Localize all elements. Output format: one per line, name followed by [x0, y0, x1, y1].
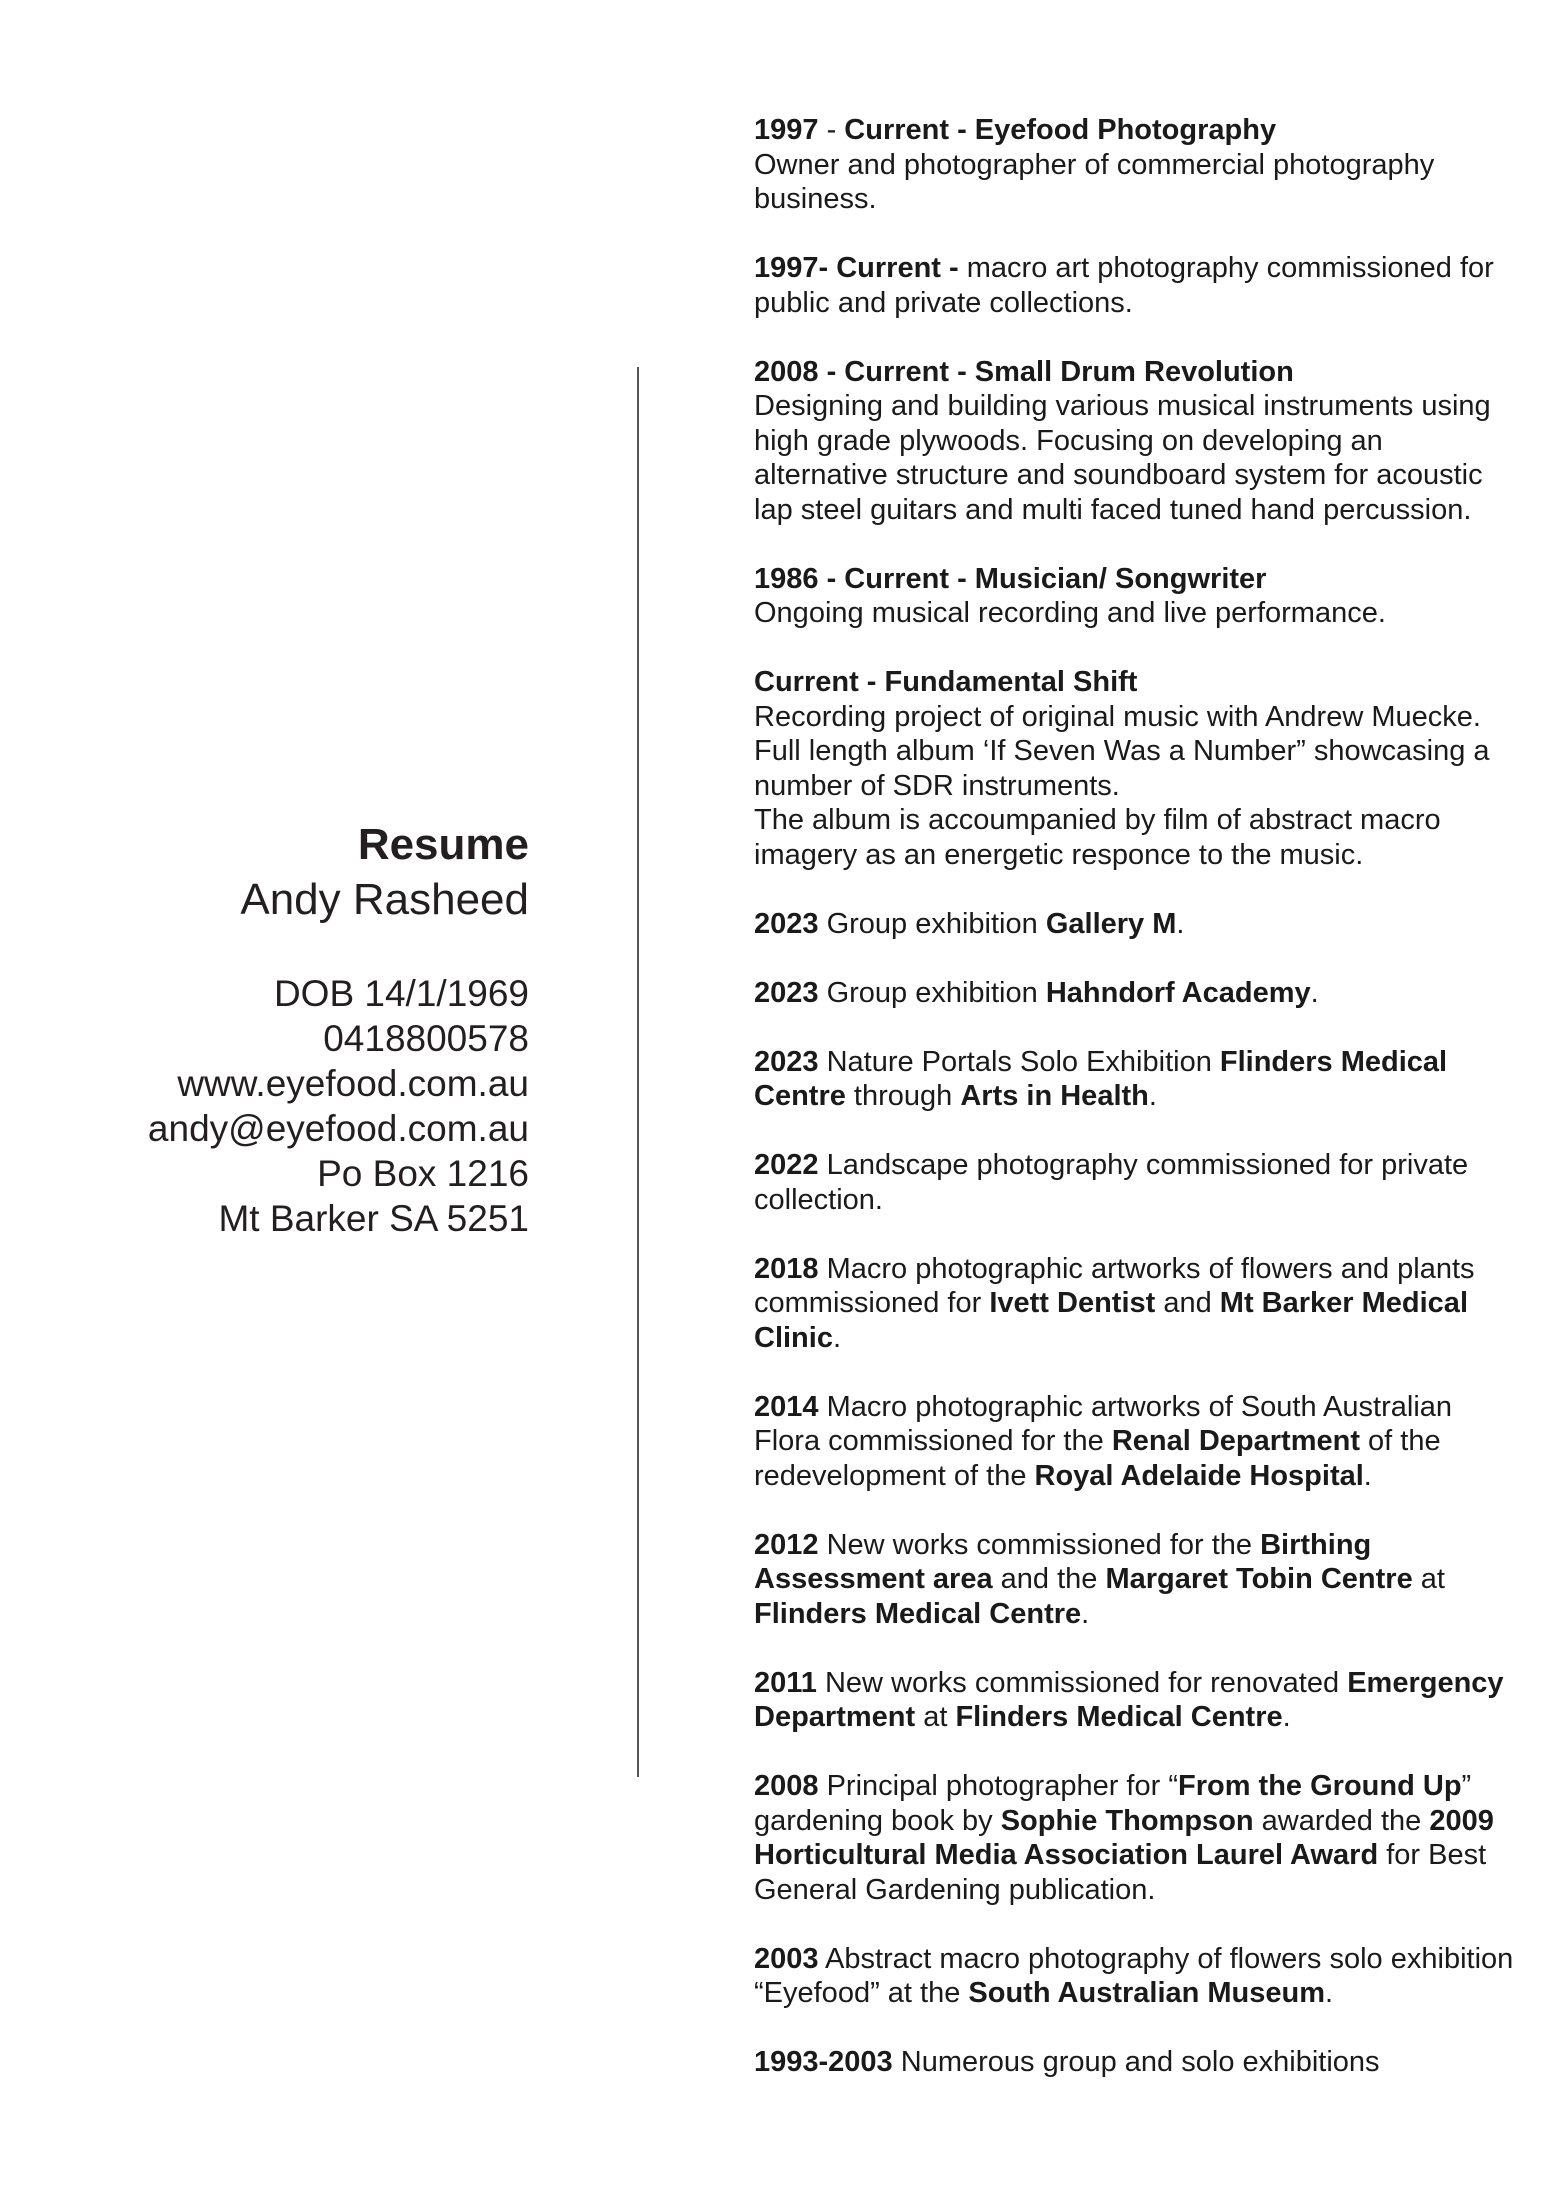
entry-bold-text: South Australian Museum [968, 1977, 1326, 2009]
entry-bold-text: 2023 [754, 976, 819, 1009]
entry-text: Owner and photographer of commercial photography business. [754, 148, 1435, 215]
contact-block [9, 971, 529, 1241]
experience-entry [754, 562, 1524, 631]
entry-text: for Best General Gardening publication. [754, 1839, 1487, 1906]
entry-bold-text: 2018 [754, 1252, 819, 1285]
entry-bold-text: 2008 [754, 1770, 819, 1802]
entry-text: awarded the [1253, 1804, 1430, 1837]
entry-bold-text: - [940, 252, 967, 284]
entry-bold-text: 2011 [754, 1666, 817, 1699]
experience-entry [754, 1942, 1524, 2011]
entry-bold-text: Current - Fundamental Shift [754, 666, 1138, 698]
entry-text: Numerous group and solo exhibitions [892, 2046, 1380, 2078]
experience-entry [754, 251, 1524, 320]
entry-bold-text: 2022 [754, 1149, 819, 1181]
experience-entry [754, 1769, 1524, 1907]
entry-text: ” gardening book by [754, 1770, 1472, 1837]
entry-text: through [845, 1080, 961, 1112]
dob-text: DOB 14/1/1969 [273, 973, 529, 1014]
entry-text: The album is accoumpanied by film of abstract macro imagery as an energetic responce to the music. [754, 804, 1441, 871]
entry-bold-text: Renal Department [1111, 1425, 1360, 1457]
entry-bold-text: Margaret Tobin Centre [1105, 1563, 1413, 1595]
entry-text: at [915, 1701, 956, 1733]
entry-text: Ongoing musical recording and live performance. [754, 597, 1386, 629]
experience-entry [754, 1528, 1524, 1632]
experience-entry [754, 665, 1524, 872]
entry-text: and [1155, 1287, 1220, 1319]
entry-bold-text: 2009 Horticultural Media Association Laurel Award [754, 1804, 1494, 1871]
entry-text: Designing and building various musical instruments using high grade plywoods. Focusing on developing an alternative structure and soundboard system for acoustic lap steel guitars and multi faced tuned hand percussion. [754, 390, 1491, 526]
entry-bold-text: 2003 [754, 1942, 819, 1975]
entry-bold-text: 2014 [754, 1390, 819, 1423]
entry-text: . [1148, 1080, 1157, 1112]
entry-text: at [1412, 1563, 1445, 1595]
entry-bold-text: Flinders Medical Centre [955, 1701, 1283, 1733]
experience-entry [754, 1148, 1524, 1217]
entry-bold-text: Emergency Department [754, 1666, 1504, 1733]
entry-bold-text: Sophie Thompson [1000, 1804, 1254, 1837]
entry-bold-text: Hahndorf Academy [1045, 976, 1311, 1009]
entry-bold-text: Flinders Medical Centre [754, 1045, 1448, 1112]
entry-text: . [1282, 1701, 1291, 1733]
entry-text: Nature Portals Solo Exhibition [818, 1045, 1220, 1078]
entry-text: . [1081, 1597, 1090, 1630]
entry-bold-text: Arts in Health [960, 1080, 1149, 1112]
page-title: Resume [357, 820, 529, 869]
experience-entry [754, 1045, 1524, 1114]
entry-text: and the [992, 1563, 1106, 1595]
entry-bold-text: 2008 - Current - Small Drum Revolution [754, 355, 1294, 388]
entry-text: Abstract macro photography of flowers solo exhibition “Eyefood” at the [754, 1942, 1514, 2009]
entry-bold-text: Royal Adelaide Hospital [1034, 1459, 1364, 1492]
entry-text: Principal photographer for “ [818, 1770, 1178, 1802]
experience-entry [754, 2045, 1524, 2080]
entry-bold-text: Gallery M [1045, 907, 1177, 940]
entry-text: New works commissioned for the [818, 1528, 1261, 1561]
entry-bold-text: Mt Barker Medical Clinic [754, 1287, 1468, 1354]
entry-text: Macro photographic artworks of South Australian Flora commissioned for the [754, 1390, 1453, 1457]
experience-entry [754, 355, 1524, 528]
experience-entry [754, 1666, 1524, 1735]
location-text: Mt Barker SA 5251 [218, 1198, 529, 1239]
entry-text: of the redevelopment of the [754, 1425, 1441, 1492]
entry-text: . [1176, 907, 1185, 940]
website-link[interactable]: www.eyefood.com.au [177, 1063, 529, 1104]
entry-text: Landscape photography commissioned for private collection. [754, 1149, 1469, 1216]
po-box-text: Po Box 1216 [317, 1153, 529, 1194]
vertical-divider [637, 367, 639, 1777]
experience-entry [754, 1252, 1524, 1356]
entry-bold-text: From the Ground Up [1178, 1770, 1462, 1802]
email-link[interactable]: andy@eyefood.com.au [147, 1108, 529, 1149]
entry-bold-text: Flinders Medical Centre [754, 1597, 1082, 1630]
entry-text: Group exhibition [818, 976, 1046, 1009]
entry-bold-text: Ivett Dentist [989, 1287, 1156, 1319]
entry-text: . [832, 1321, 842, 1354]
entry-text: - [818, 114, 845, 146]
entry-bold-text: 1986 - Current - Musician/ Songwriter [754, 562, 1267, 595]
entry-bold-text: Current - Eyefood Photography [844, 114, 1277, 146]
entry-bold-text: 2012 [754, 1528, 819, 1561]
entry-bold-text: 1997 [754, 114, 819, 146]
entry-text: Recording project of original music with Andrew Muecke. Full length album ‘If Seven Was a Number” showcasing a number of SDR instruments. [754, 700, 1490, 802]
phone-number: 0418800578 [323, 1018, 529, 1059]
entry-text: New works commissioned for renovated [816, 1666, 1348, 1699]
person-name: Andy Rasheed [240, 875, 529, 924]
experience-entry [754, 976, 1524, 1011]
experience-list [754, 113, 1524, 2114]
profile-column [9, 817, 529, 1241]
entry-text: macro art photography commissioned for public and private collections. [754, 252, 1494, 319]
experience-entry [754, 1390, 1524, 1494]
entry-text: . [1363, 1459, 1372, 1492]
entry-bold-text: 2023 [754, 1045, 819, 1078]
entry-bold-text: 1993-2003 [754, 2046, 893, 2078]
entry-text: . [1310, 976, 1319, 1009]
entry-bold-text: 2023 [754, 907, 819, 940]
entry-text: Group exhibition [818, 907, 1046, 940]
entry-bold-text: 1997- Current [754, 252, 941, 284]
entry-text: Macro photographic artworks of flowers and plants commissioned for [754, 1252, 1475, 1319]
entry-text: . [1325, 1977, 1334, 2009]
experience-entry [754, 113, 1524, 217]
experience-entry [754, 907, 1524, 942]
entry-bold-text: Birthing Assessment area [754, 1528, 1372, 1595]
